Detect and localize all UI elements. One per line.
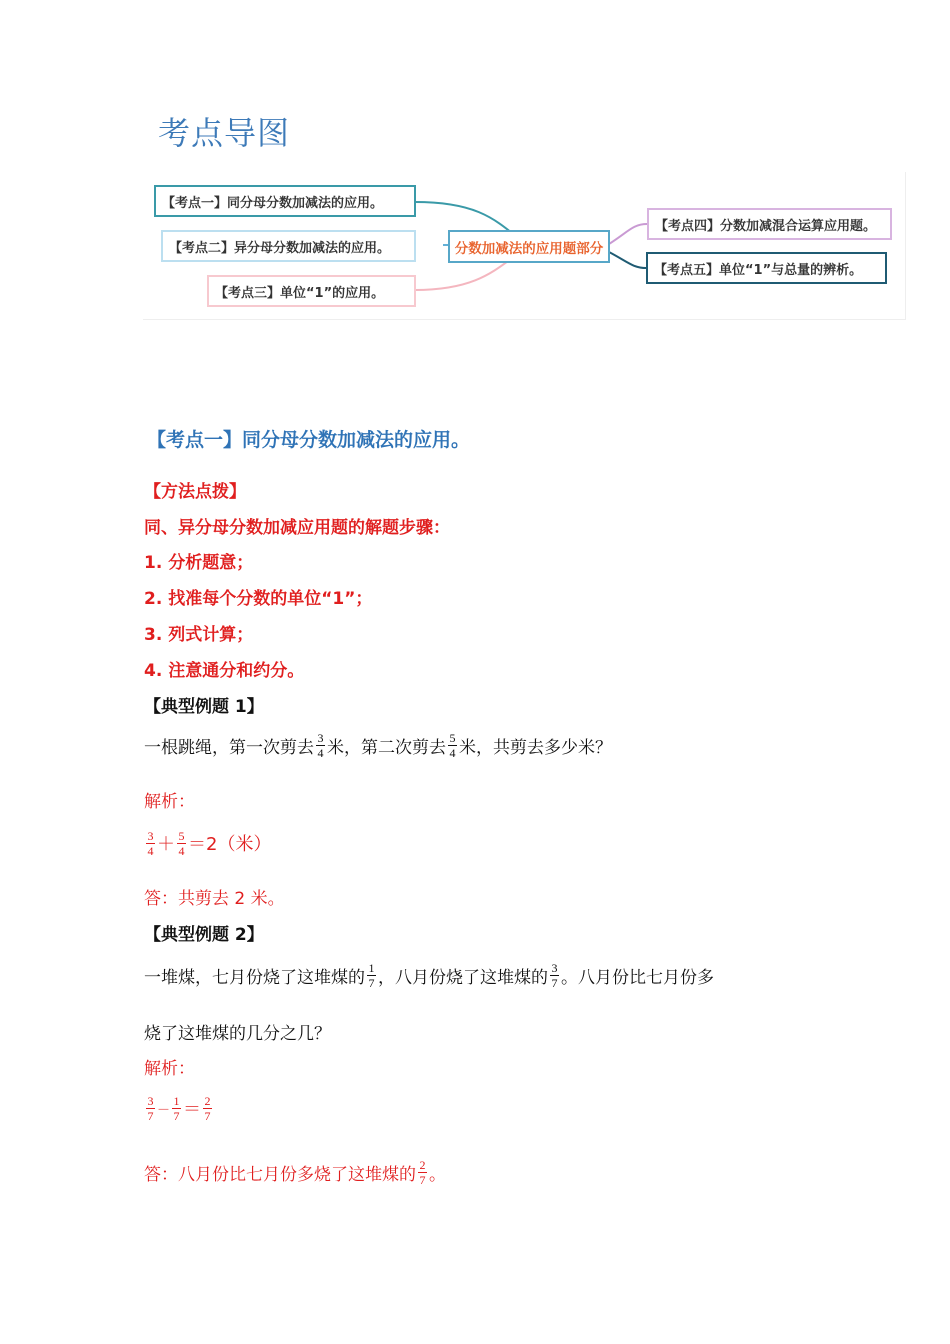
method-step-4: 4. 注意通分和约分。 <box>144 661 305 681</box>
method-intro: 同、异分母分数加减应用题的解题步骤： <box>144 518 450 538</box>
equals-sign: ＝ <box>183 1099 202 1120</box>
example-2-calculation <box>144 1088 214 1128</box>
section-title: 【考点一】同分母分数加减法的应用。 <box>147 429 471 451</box>
fraction-2-7: $\frac{2}{7}$ <box>419 1157 426 1187</box>
connector-k4 <box>609 224 647 244</box>
example-2-question <box>144 953 714 997</box>
answer-text: 。 <box>429 1164 446 1185</box>
example-2-analysis-label: 解析： <box>144 1059 195 1079</box>
minus-sign: － <box>157 1102 171 1118</box>
example-1-heading: 【典型例题 1】 <box>144 697 264 717</box>
question-text: 米，第二次剪去 <box>327 737 446 758</box>
fraction-2-7: $\frac{2}{7}$ <box>204 1093 211 1123</box>
fraction-3-7: $\frac{3}{7}$ <box>147 1093 154 1123</box>
mindmap-node-k4: 【考点四】分数加减混合运算应用题。 <box>647 208 892 240</box>
method-step-1: 1. 分析题意； <box>144 553 254 573</box>
mindmap-node-k3: 【考点三】单位“1”的应用。 <box>207 275 416 307</box>
example-2-question-line-2: 烧了这堆煤的几分之几？ <box>144 1024 331 1044</box>
fraction-3-4: $\frac{3}{4}$ <box>317 730 324 760</box>
mindmap-node-k5: 【考点五】单位“1”与总量的辨析。 <box>646 252 887 284</box>
mind-map <box>143 172 906 320</box>
fraction-3-7: $\frac{3}{7}$ <box>551 960 558 990</box>
connector-k5 <box>609 252 646 268</box>
fraction-3-4: $\frac{3}{4}$ <box>147 828 154 858</box>
result-text: ＝2（米） <box>188 834 272 855</box>
question-text: 一根跳绳，第一次剪去 <box>144 737 314 758</box>
method-step-2: 2. 找准每个分数的单位“1”； <box>144 589 373 609</box>
method-heading: 【方法点拨】 <box>144 482 246 502</box>
fraction-5-4: $\frac{5}{4}$ <box>178 828 185 858</box>
question-text: 一堆煤，七月份烧了这堆煤的 <box>144 967 365 988</box>
example-1-question <box>144 725 612 765</box>
page-title: 考点导图 <box>158 114 291 152</box>
example-2-heading: 【典型例题 2】 <box>144 925 264 945</box>
answer-text: 答：八月份比七月份多烧了这堆煤的 <box>144 1164 416 1185</box>
example-1-analysis-label: 解析： <box>144 792 195 812</box>
example-1-calculation <box>144 823 271 863</box>
fraction-1-7: $\frac{1}{7}$ <box>368 960 375 990</box>
mindmap-center-node: 分数加减法的应用题部分 <box>448 230 610 263</box>
example-1-answer: 答：共剪去 2 米。 <box>144 889 285 909</box>
question-text: 。八月份比七月份多 <box>561 967 714 988</box>
plus-sign: ＋ <box>157 834 175 855</box>
fraction-1-7: $\frac{1}{7}$ <box>173 1093 180 1123</box>
fraction-5-4: $\frac{5}{4}$ <box>449 730 456 760</box>
question-text: 米，共剪去多少米？ <box>459 737 612 758</box>
mindmap-node-k1: 【考点一】同分母分数加减法的应用。 <box>154 185 416 217</box>
mindmap-node-k2: 【考点二】异分母分数加减法的应用。 <box>161 230 416 262</box>
question-text: ，八月份烧了这堆煤的 <box>378 967 548 988</box>
method-step-3: 3. 列式计算； <box>144 625 254 645</box>
example-2-answer <box>144 1150 446 1194</box>
